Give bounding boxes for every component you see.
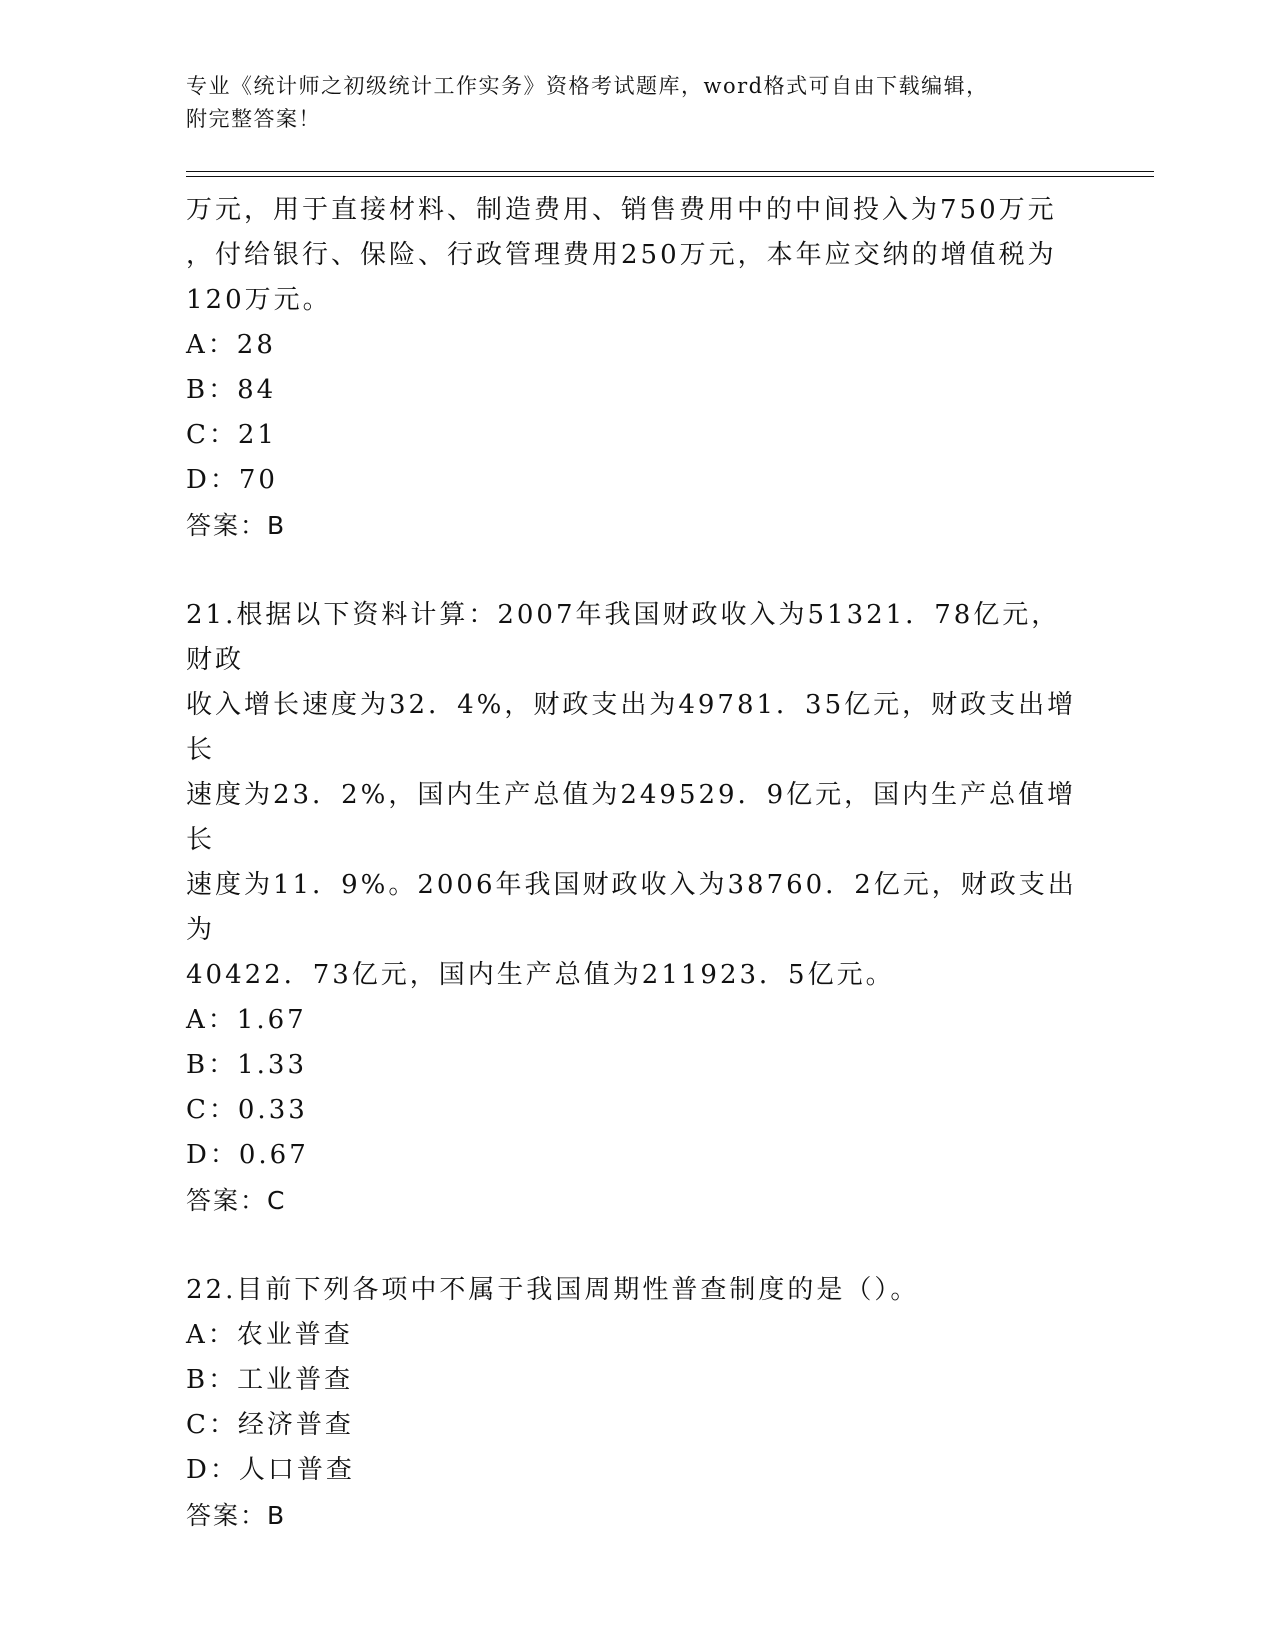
option-b: B：84 [186, 375, 277, 405]
question-stem-line: 速度为11．9%。2006年我国财政收入为38760．2亿元，财政支出为 [186, 870, 1077, 945]
option-d: D：0.67 [186, 1140, 309, 1170]
question-stem-line: 40422．73亿元，国内生产总值为211923．5亿元。 [186, 960, 895, 990]
question-22 [186, 1268, 1086, 1538]
question-stem-line: 22.目前下列各项中不属于我国周期性普查制度的是（）。 [186, 1275, 920, 1305]
option-a: A：农业普查 [186, 1320, 353, 1350]
option-c: C：21 [186, 420, 277, 450]
question-stem-line: 速度为23．2%，国内生产总值为249529．9亿元，国内生产总值增长 [186, 780, 1077, 855]
option-b: B：工业普查 [186, 1365, 354, 1395]
answer: 答案：B [186, 511, 287, 540]
header-rule-bottom [186, 176, 1154, 177]
header-line-2: 附完整答案！ [186, 107, 321, 131]
header-line-1: 专业《统计师之初级统计工作实务》资格考试题库，word格式可自由下载编辑， [186, 74, 989, 98]
question-list [186, 188, 1086, 1583]
answer: 答案：C [186, 1186, 287, 1215]
question-20 [186, 188, 1086, 548]
question-21 [186, 593, 1086, 1223]
option-c: C：0.33 [186, 1095, 308, 1125]
question-stem-line: ，付给银行、保险、行政管理费用250万元，本年应交纳的增值税为 [186, 240, 1057, 270]
answer: 答案：B [186, 1501, 287, 1530]
option-a: A：1.67 [186, 1005, 307, 1035]
option-d: D：70 [186, 465, 278, 495]
option-c: C：经济普查 [186, 1410, 354, 1440]
option-a: A：28 [186, 330, 276, 360]
option-b: B：1.33 [186, 1050, 307, 1080]
question-stem-line: 收入增长速度为32．4%，财政支出为49781．35亿元，财政支出增长 [186, 690, 1077, 765]
question-stem-line: 万元，用于直接材料、制造费用、销售费用中的中间投入为750万元 [186, 195, 1057, 225]
header-rule-top [186, 171, 1154, 172]
option-d: D：人口普查 [186, 1455, 355, 1485]
question-stem-line: 120万元。 [186, 285, 332, 315]
question-stem-line: 21.根据以下资料计算：2007年我国财政收入为51321．78亿元，财政 [186, 600, 1061, 675]
document-header [186, 70, 1066, 136]
